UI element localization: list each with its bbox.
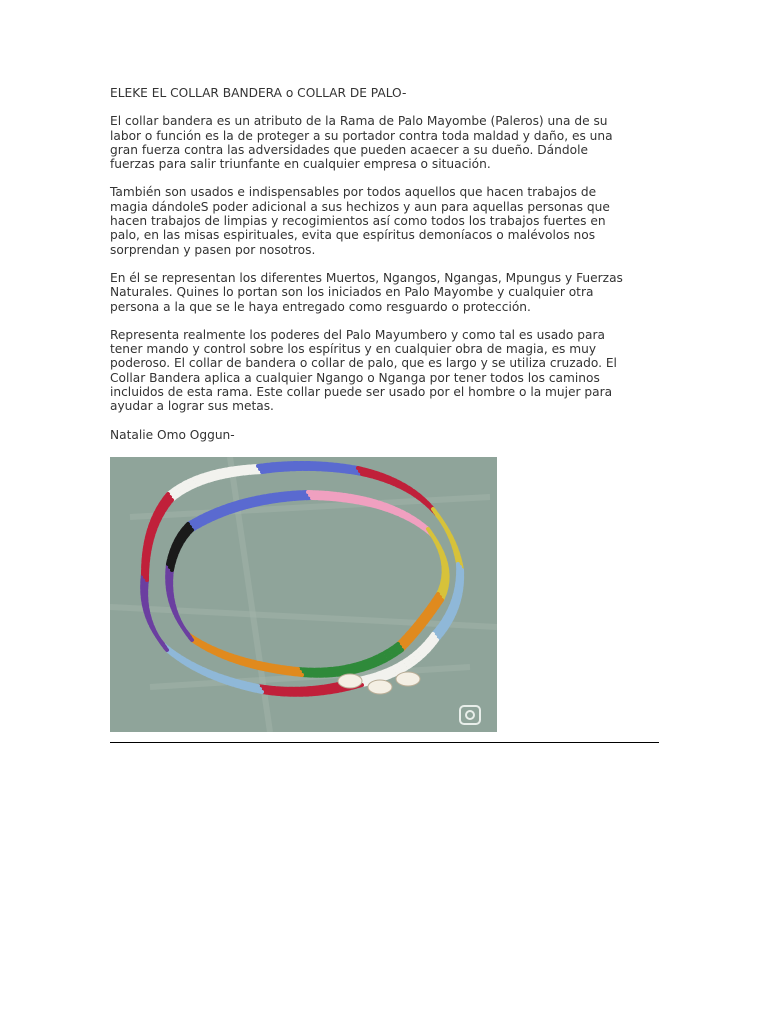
paragraph-3 [110,271,660,314]
paragraph-line: magia dándoleS poder adicional a sus hechizos y aun para aquellas personas que [110,199,610,214]
paragraph-line: Representa realmente los poderes del Palo Mayumbero y como tal es usado para [110,327,605,342]
paragraph-line: poderoso. El collar de bandera o collar de palo, que es largo y se utiliza cruzado. El [110,356,617,371]
paragraph-2 [110,185,660,256]
paragraph-line: palo, en las misas espirituales, evita que espíritus demoníacos o malévolos nos [110,228,596,243]
document-body [110,86,660,442]
paragraph-line: En él se representan los diferentes Muertos, Ngangos, Ngangas, Mpungus y Fuerzas [110,270,623,285]
paragraph-line: ayudar a lograr sus metas. [110,399,274,414]
necklace-photo [110,457,497,732]
paragraph-line: incluidos de esta rama. Este collar puede ser usado por el hombre o la mujer para [110,385,613,400]
paragraph-line: tener mando y control sobre los espíritus y en cualquier obra de magia, es muy [110,342,597,357]
paragraph-line: También son usados e indispensables por todos aquellos que hacen trabajos de [110,185,597,200]
paragraph-4 [110,328,660,414]
document-title: ELEKE EL COLLAR BANDERA o COLLAR DE PALO- [110,86,407,100]
paragraph-line: persona a la que se le haya entregado como resguardo o protección. [110,299,531,314]
paragraph-line: sorprendan y pasen por nosotros. [110,242,316,257]
paragraph-line: Naturales. Quines lo portan son los iniciados en Palo Mayombe y cualquier otra [110,285,594,300]
paragraph-line: fuerzas para salir triunfante en cualquier empresa o situación. [110,157,491,172]
paragraph-1 [110,114,660,171]
necklace-image [110,457,497,732]
author-signature: Natalie Omo Oggun- [110,427,235,442]
horizontal-divider [110,742,659,743]
paragraph-line: El collar bandera es un atributo de la Rama de Palo Mayombe (Paleros) una de su [110,114,608,129]
paragraph-line: hacen trabajos de limpias y recogimientos así como todos los trabajos fuertes en [110,214,606,229]
paragraph-line: Collar Bandera aplica a cualquier Ngango o Nganga por tener todos los caminos [110,370,600,385]
paragraph-line: gran fuerza contra las adversidades que pueden acaecer a su dueño. Dándole [110,142,588,157]
paragraph-line: labor o función es la de proteger a su portador contra toda maldad y daño, es una [110,128,613,143]
